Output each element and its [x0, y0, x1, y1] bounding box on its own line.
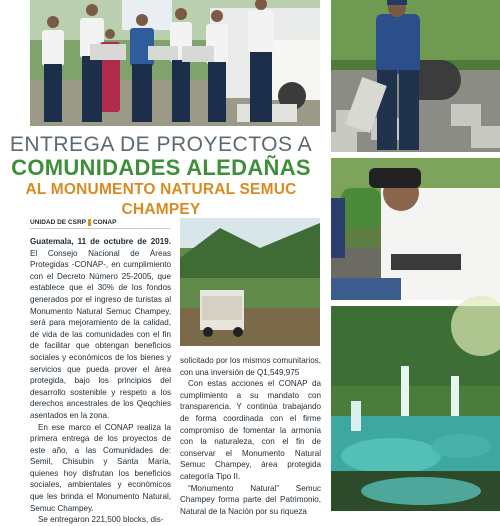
paragraph	[30, 236, 171, 422]
article-title	[0, 129, 322, 218]
section-divider	[30, 228, 170, 229]
title-line-1: ENTREGA DE PROYECTOS A	[9, 133, 313, 156]
paragraph: solicitado por los mismos comunitarios, con una inversión de Q1,549,975	[180, 356, 321, 377]
paragraph: Se entregaron 221,500 blocks, dis-	[38, 515, 164, 525]
unit-label: UNIDAD DE CSRP	[30, 219, 86, 226]
paragraph: “Monumento Natural” Semuc Champey forma parte del Patrimonio, Natural de la Nación por su riqueza	[180, 483, 321, 516]
article-column-middle	[180, 355, 321, 516]
semuc-champey-pools-photo	[331, 306, 500, 511]
truck-with-blocks-photo	[180, 218, 320, 346]
block-making-photo	[331, 158, 500, 300]
article-column-left	[30, 236, 171, 525]
dateline: Guatemala, 11 de octubre de 2019.	[30, 237, 171, 246]
title-line-2: COMUNIDADES ALEDAÑAS	[11, 155, 311, 180]
group-delivery-photo	[30, 0, 320, 126]
org-label: CONAP	[92, 219, 117, 226]
section-label	[30, 219, 170, 226]
paragraph: Con estas acciones el CONAP da cumplimiento a su mandato con transparencia. Y continúa trabajando de forma coordinada con el firme compromiso de fomentar la armonía con la naturaleza, con el fin de conservar el Monumento Natural Semuc Champey, área protegida categoría Tipo II.	[180, 379, 321, 481]
paragraph: En ese marco el CONAP realiza la primera entrega de los proyectos de este año, a las Comunidades de: Semil, Chisubin y Santa María, quienes hoy disfrutan los beneficios sociales, ambientales y económicos que les brinda el Monumento Natural, Semuc Champey.	[30, 422, 171, 513]
paragraph-text: El Consejo Nacional de Áreas Protegidas -CONAP-, en cumplimiento con el Decreto Número 25-2005, que establece que el 30% de los fondos generados por el ingreso de turistas al Monumento Natural Semuc Champey, será para mejoramiento de la calidad, de vida de las comunidades con el fin de facilitar que obtengan beneficios sociales y económicos de los bienes y servicios que pueda prover el área protegida, bajo los principios del desarrollo sostenible y respeto a los derechos ancestrales de los Qeqchies asentados en la zona.	[30, 248, 171, 420]
title-line-3: AL MONUMENTO NATURAL SEMUC CHAMPEY	[25, 181, 297, 218]
label-separator	[88, 219, 91, 226]
man-carrying-block-photo	[331, 0, 500, 152]
